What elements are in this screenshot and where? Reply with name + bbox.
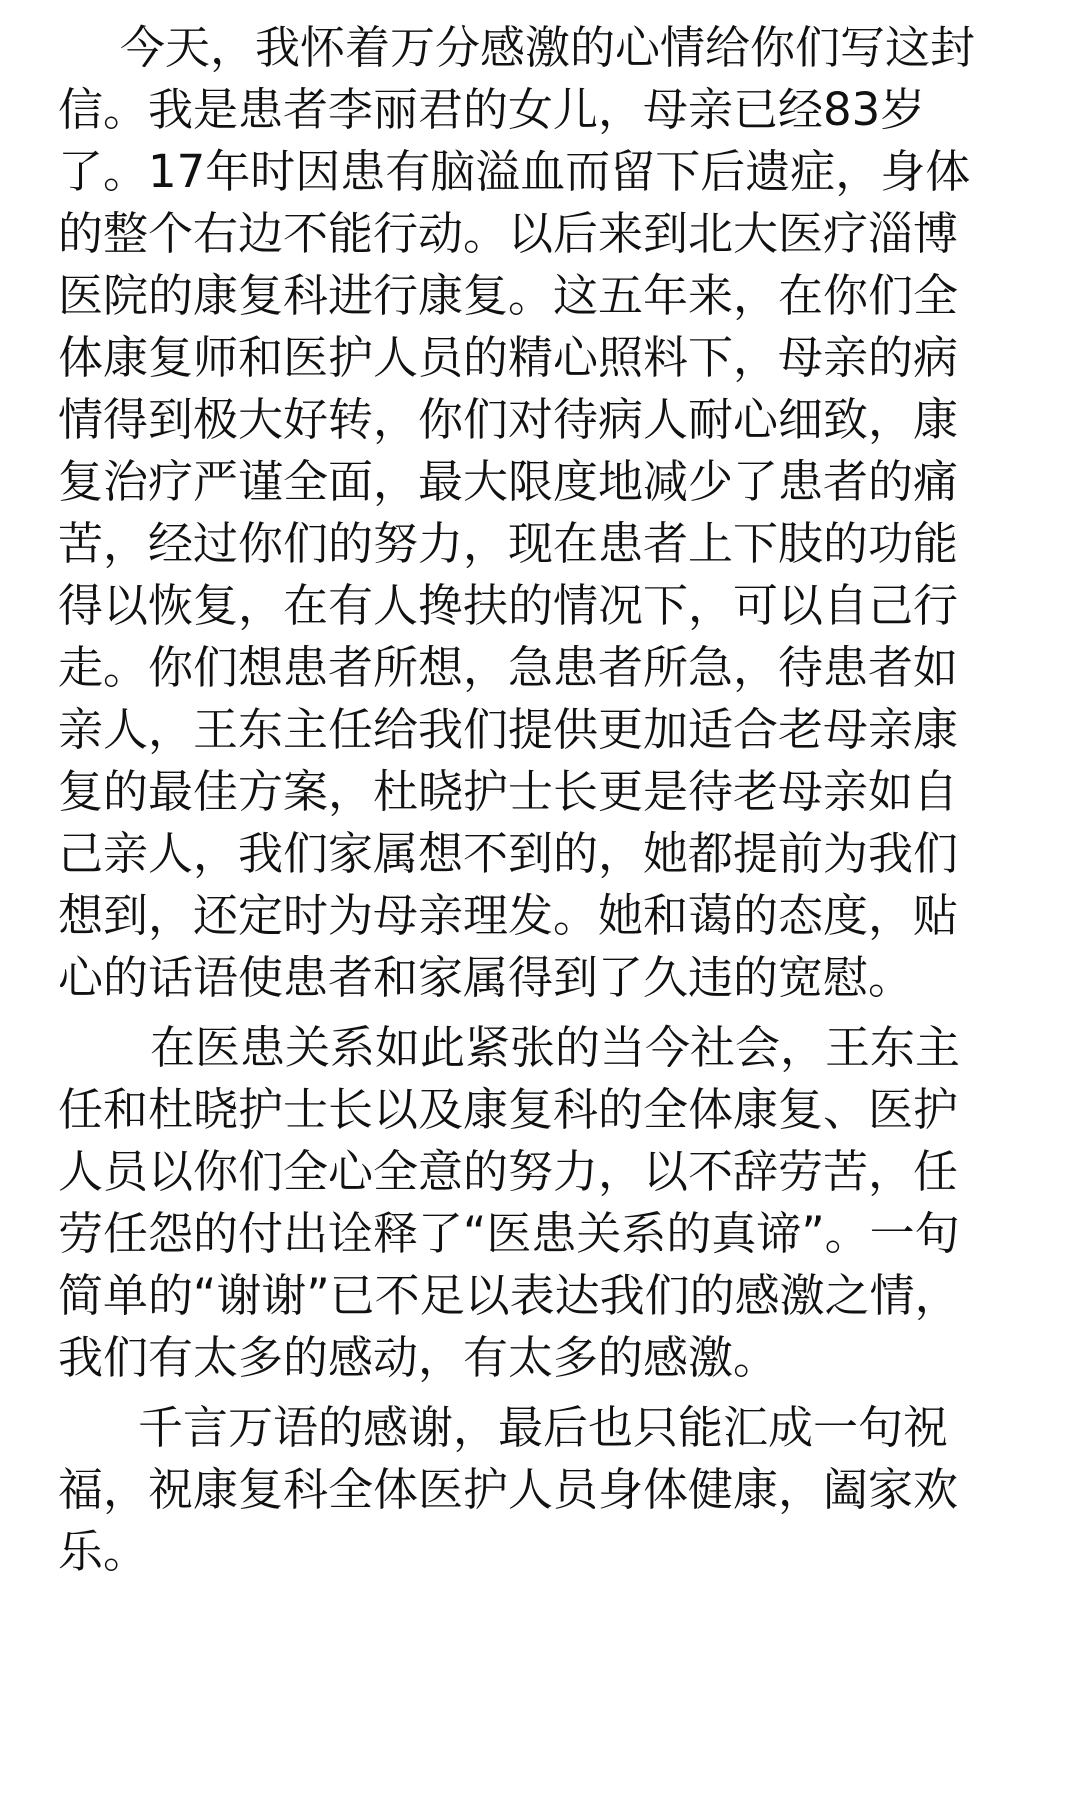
letter-line: 心的话语使患者和家属得到了久违的宽慰。 [58,951,914,1004]
letter-line: 医院的康复科进行康复。这五年来，在你们全 [58,269,959,322]
letter-line: 得以恢复，在有人搀扶的情况下，可以自己行 [58,579,959,632]
letter-line: 千言万语的感谢，最后也只能汇成一句祝 [138,1401,949,1454]
letter-line: 简单的“谢谢”已不足以表达我们的感激之情， [58,1269,960,1322]
letter-line: 人员以你们全心全意的努力，以不辞劳苦，任 [58,1145,959,1198]
letter-line: 复的最佳方案，杜晓护士长更是待老母亲如自 [58,765,959,818]
letter-line: 情得到极大好转，你们对待病人耐心细致，康 [58,393,959,446]
letter-line: 任和杜晓护士长以及康复科的全体康复、医护 [58,1083,959,1136]
letter-line: 信。我是患者李丽君的女儿，母亲已经83岁 [58,83,926,136]
letter-line: 我们有太多的感动，有太多的感激。 [58,1331,779,1384]
letter-line: 今天，我怀着万分感激的心情给你们写这封 [120,21,976,74]
letter-line: 复治疗严谨全面，最大限度地减少了患者的痛 [58,455,959,508]
letter-line: 乐。 [58,1525,149,1578]
letter-line: 想到，还定时为母亲理发。她和蔼的态度，贴 [58,889,959,942]
letter-line: 劳任怨的付出诠释了“医患关系的真谛”。一句 [58,1207,960,1260]
letter-line: 在医患关系如此紧张的当今社会，王东主 [150,1021,961,1074]
letter-line: 体康复师和医护人员的精心照料下，母亲的病 [58,331,959,384]
letter-line: 的整个右边不能行动。以后来到北大医疗淄博 [58,207,959,260]
letter-line: 苦，经过你们的努力，现在患者上下肢的功能 [58,517,959,570]
letter-line: 走。你们想患者所想，急患者所急，待患者如 [58,641,959,694]
letter-line: 了。17年时因患有脑溢血而留下后遗症，身体 [58,145,971,198]
letter-line: 福，祝康复科全体医护人员身体健康，阖家欢 [58,1463,959,1516]
letter-line: 己亲人，我们家属想不到的，她都提前为我们 [58,827,959,880]
letter-line: 亲人，王东主任给我们提供更加适合老母亲康 [58,703,959,756]
